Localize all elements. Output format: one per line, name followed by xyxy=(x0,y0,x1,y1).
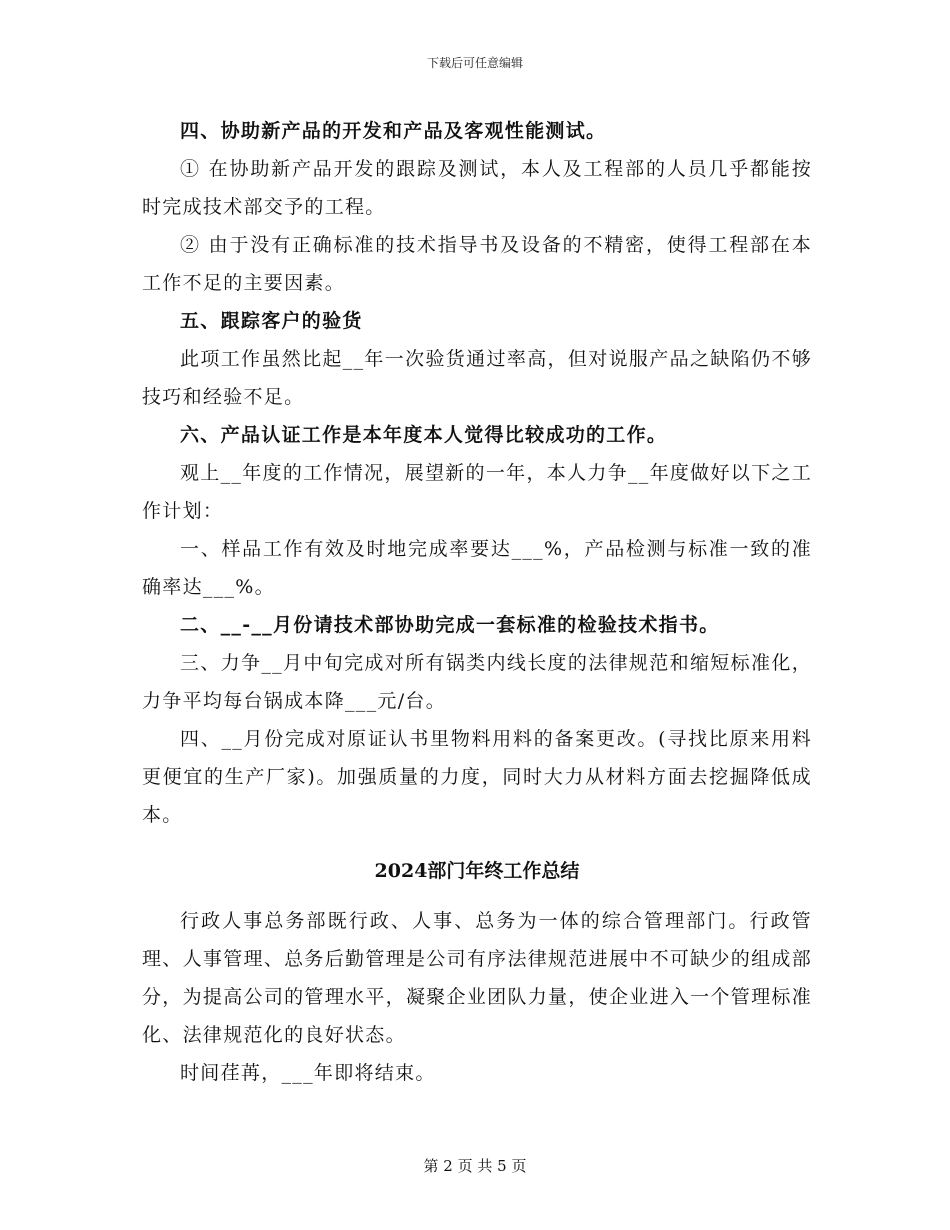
paragraph: 时间荏苒，___年即将结束。 xyxy=(180,1062,436,1084)
paragraph: 行政人事总务部既行政、人事、总务为一体的综合管理部门。行政管理、人事管理、总务后勤管理是公司有序法律规范进展中不可缺少的组成部分，为提高公司的管理水平，凝聚企业团队力量，使企业进入一个管理标准化、法律规范化的良好状态。 xyxy=(142,910,812,1046)
paragraph: ① 在协助新产品开发的跟踪及测试，本人及工程部的人员几乎都能按时完成技术部交予的工程。 xyxy=(142,158,812,218)
plan-item-three: 三、力争__月中旬完成对所有锅类内线长度的法律规范和缩短标准化，力争平均每台锅成本降___元/台。 xyxy=(142,652,812,712)
document-body xyxy=(142,112,812,1092)
plan-item-four: 四、__月份完成对原证认书里物料用料的备案更改。(寻找比原来用料更便宜的生产厂家)。加强质量的力度，同时大力从材料方面去挖掘降低成本。 xyxy=(142,728,812,826)
heading-section-five: 五、跟踪客户的验货 xyxy=(180,310,363,332)
plan-item-one: 一、样品工作有效及时地完成率要达___%，产品检测与标准一致的准确率达___%。 xyxy=(142,538,812,598)
heading-section-four: 四、协助新产品的开发和产品及客观性能测试。 xyxy=(180,120,607,142)
page-header: 下载后可任意编辑 xyxy=(426,56,523,70)
page-number-footer: 第 2 页 共 5 页 xyxy=(423,1157,527,1175)
paragraph: 此项工作虽然比起__年一次验货通过率高，但对说服产品之缺陷仍不够技巧和经验不足。 xyxy=(142,348,812,408)
heading-section-six: 六、产品认证工作是本年度本人觉得比较成功的工作。 xyxy=(180,424,668,446)
paragraph: ② 由于没有正确标准的技术指导书及设备的不精密，使得工程部在本工作不足的主要因素。 xyxy=(142,234,812,294)
plan-item-two: 二、__-__月份请技术部协助完成一套标准的检验技术指书。 xyxy=(180,614,720,636)
paragraph: 观上__年度的工作情况，展望新的一年，本人力争__年度做好以下之工作计划： xyxy=(142,462,812,522)
section-title: 2024部门年终工作总结 xyxy=(374,860,580,882)
